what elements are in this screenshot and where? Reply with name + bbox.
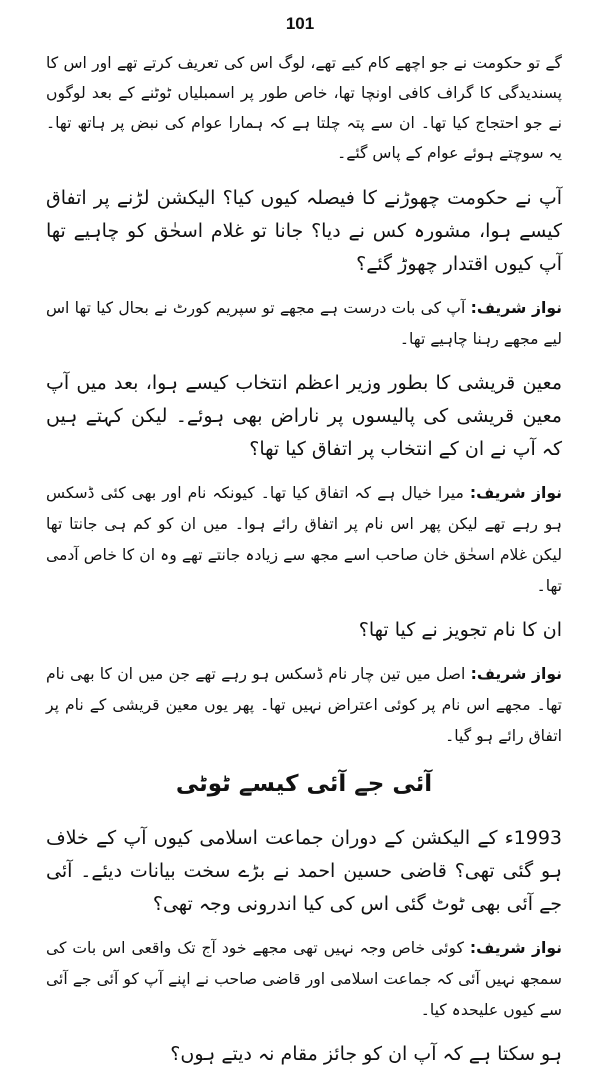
question-paragraph: ہو سکتا ہے کہ آپ ان کو جائز مقام نہ دیتے ہوں؟ [170,1043,562,1065]
answer-text: میرا خیال ہے کہ اتفاق کیا تھا۔ کیونکہ نام اور بھی کئی ڈسکس ہو رہے تھے لیکن پھر اس نام پر اتفاق رائے ہوا۔ میں ان کو کم ہی جانتا تھا لیکن غلام اسحٰق خان صاحب اسے مجھ سے زیادہ جانتے تھے وہ ان کا خاص آدمی تھا۔ [46,484,562,595]
answer-text: کوئی خاص وجہ نہیں تھی مجھے خود آج تک واقعی اس بات کی سمجھ نہیں آئی کہ جماعت اسلامی اور قاضی صاحب نے اپنے آپ کو آئی جے آئی سے کیوں علیحدہ کیا۔ [46,939,562,1019]
question-paragraph: معین قریشی کا بطور وزیر اعظم انتخاب کیسے ہوا، بعد میں آپ معین قریشی کی پالیسوں پر ناراض بھی ہوئے۔ لیکن کہتے ہیں کہ آپ نے ان کے انتخاب پر اتفاق کیا تھا؟ [46,372,562,460]
question-paragraph: آپ نے حکومت چھوڑنے کا فیصلہ کیوں کیا؟ الیکشن لڑنے پر اتفاق کیسے ہوا، مشورہ کس نے دیا؟ جانا تو غلام اسحٰق کو چاہیے تھا آپ کیوں اقتدار چھوڑ گئے؟ [46,187,562,275]
answer-paragraph [46,933,562,1026]
page-content [46,48,562,1083]
body-paragraph: گے تو حکومت نے جو اچھے کام کیے تھے، لوگ اس کی تعریف کرتے تھے اور اس کا پسندیدگی کا گراف کافی اونچا تھا، خاص طور پر اسمبلیاں ٹوٹنے کے بعد لوگوں نے جو احتجاج کیا تھا۔ ان سے پتہ چلتا ہے کہ ہمارا عوام کی نبض پر ہاتھ تھا۔ یہ سوچتے ہوئے عوام کے پاس گئے۔ [46,54,562,162]
speaker-label: نواز شریف: [470,299,562,317]
question-paragraph: ان کا نام تجویز نے کیا تھا؟ [358,619,562,641]
speaker-label: نواز شریف: [470,665,562,683]
answer-text: آپ کی بات درست ہے مجھے تو سپریم کورٹ نے بحال کیا تھا اس لیے مجھے رہنا چاہیے تھا۔ [46,299,562,348]
answer-paragraph [46,659,562,752]
section-heading: آئی جے آئی کیسے ٹوٹی [175,771,433,797]
page-number: 101 [285,14,315,33]
answer-paragraph [46,478,562,602]
answer-text: اصل میں تین چار نام ڈسکس ہو رہے تھے جن میں ان کا بھی نام تھا۔ مجھے اس نام پر کوئی اعتراض نہیں تھا۔ پھر یوں معین قریشی کے نام پر اتفاق رائے ہو گیا۔ [46,665,562,745]
answer-paragraph [46,293,562,355]
speaker-label: نواز شریف: [469,939,562,957]
speaker-label: نواز شریف: [469,484,562,502]
question-paragraph: 1993ء کے الیکشن کے دوران جماعت اسلامی کیوں آپ کے خلاف ہو گئی تھی؟ قاضی حسین احمد نے بڑے سخت بیانات دیئے۔ آئی جے آئی بھی ٹوٹ گئی اس کی کیا اندرونی وجہ تھی؟ [46,827,562,915]
